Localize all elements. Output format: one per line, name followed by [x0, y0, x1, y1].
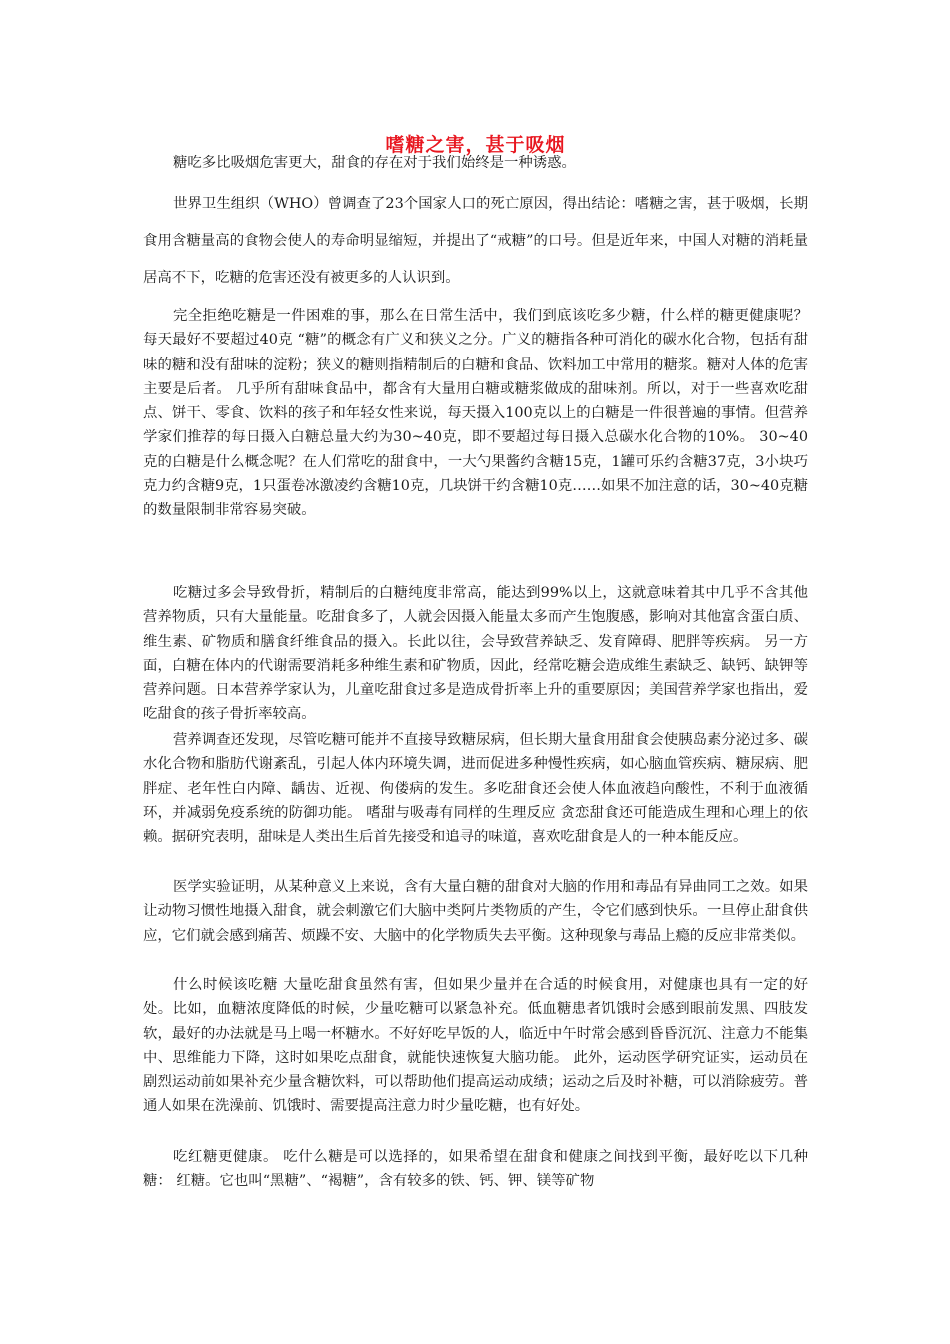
paragraph-brown-sugar: 吃红糖更健康。 吃什么糖是可以选择的，如果希望在甜食和健康之间找到平衡，最好吃以下几种糖： 红糖。它也叫“黑糖”、“褐糖”，含有较多的铁、钙、钾、镁等矿物: [143, 1149, 808, 1190]
paragraph-fracture: 吃糖过多会导致骨折，精制后的白糖纯度非常高，能达到99%以上，这就意味着其中几乎不含其他营养物质，只有大量能量。吃甜食多了，人就会因摄入能量太多而产生饱腹感，影响对其他富含蛋白质、维生素、矿物质和膳食纤维食品的摄入。长此以往，会导致营养缺乏、发育障碍、肥胖等疾病。 另一方面，白糖在体内的代谢需要消耗多种维生素和矿物质，因此，经常吃糖会造成维生素缺乏、缺钙、缺钾等营养问题。日本营养学家认为，儿童吃甜食过多是造成骨折率上升的重要原因；美国营养学家也指出，爱吃甜食的孩子骨折率较高。: [143, 585, 808, 723]
document-title: 嗜糖之害，甚于吸烟: [385, 134, 566, 156]
paragraph-who-survey: 世界卫生组织（WHO）曾调查了23个国家人口的死亡原因，得出结论：嗜糖之害，甚于吸烟，长期食用含糖量高的食物会使人的寿命明显缩短，并提出了“戒糖”的口号。但是近年来，中国人对糖的消耗量居高不下，吃糖的危害还没有被更多的人认识到。: [143, 196, 808, 286]
paragraph-daily-limit: 完全拒绝吃糖是一件困难的事，那么在日常生活中，我们到底该吃多少糖，什么样的糖更健康呢？ 每天最好不要超过40克 “糖”的概念有广义和狭义之分。广义的糖指各种可消化的碳水化合物，包括有甜味的糖和没有甜味的淀粉；狭义的糖则指精制后的白糖和食品、饮料加工中常用的糖浆。糖对人体的危害主要是后者。 几乎所有甜味食品中，都含有大量用白糖或糖浆做成的甜味剂。所以，对于一些喜欢吃甜点、饼干、零食、饮料的孩子和年轻女性来说，每天摄入100克以上的白糖是一件很普遍的事情。但营养学家们推荐的每日摄入白糖总量大约为30~40克，即不要超过每日摄入总碳水化合物的10%。 30~40克的白糖是什么概念呢？在人们常吃的甜食中，一大勺果酱约含糖15克，1罐可乐约含糖37克，3小块巧克力约含糖9克，1只蛋卷冰激凌约含糖10克，几块饼干约含糖10克……如果不加注意的话，30~40克糖的数量限制非常容易突破。: [143, 308, 808, 519]
paragraph-when-to-eat: 什么时候该吃糖 大量吃甜食虽然有害，但如果少量并在合适的时候食用，对健康也具有一定的好处。比如，血糖浓度降低的时候，少量吃糖可以紧急补充。低血糖患者饥饿时会感到眼前发黑、四肢发软，最好的办法就是马上喝一杯糖水。不好好吃早饭的人，临近中午时常会感到昏昏沉沉、注意力不能集中、思维能力下降，这时如果吃点甜食，就能快速恢复大脑功能。 此外，运动医学研究证实，运动员在剧烈运动前如果补充少量含糖饮料，可以帮助他们提高运动成绩；运动之后及时补糖，可以消除疲劳。普通人如果在洗澡前、饥饿时、需要提高注意力时少量吃糖，也有好处。: [143, 977, 808, 1115]
paragraph-chronic-disease: 营养调查还发现，尽管吃糖可能并不直接导致糖尿病，但长期大量食用甜食会使胰岛素分泌过多、碳水化合物和脂肪代谢紊乱，引起人体内环境失调，进而促进多种慢性疾病，如心脑血管疾病、糖尿病、肥胖症、老年性白内障、龋齿、近视、佝偻病的发生。多吃甜食还会使人体血液趋向酸性，不利于血液循环，并减弱免疫系统的防御功能。 嗜甜与吸毒有同样的生理反应 贪恋甜食还可能造成生理和心理上的依赖。据研究表明，甜味是人类出生后首先接受和追寻的味道，喜欢吃甜食是人的一种本能反应。: [143, 732, 808, 846]
paragraph-intro: 糖吃多比吸烟危害更大，甜食的存在对于我们始终是一种诱惑。: [173, 155, 576, 171]
paragraph-addiction: 医学实验证明，从某种意义上来说，含有大量白糖的甜食对大脑的作用和毒品有异曲同工之效。如果让动物习惯性地摄入甜食，就会刺激它们大脑中类阿片类物质的产生，令它们感到快乐。一旦停止甜食供应，它们就会感到痛苦、烦躁不安、大脑中的化学物质失去平衡。这种现象与毒品上瘾的反应非常类似。: [143, 879, 808, 944]
